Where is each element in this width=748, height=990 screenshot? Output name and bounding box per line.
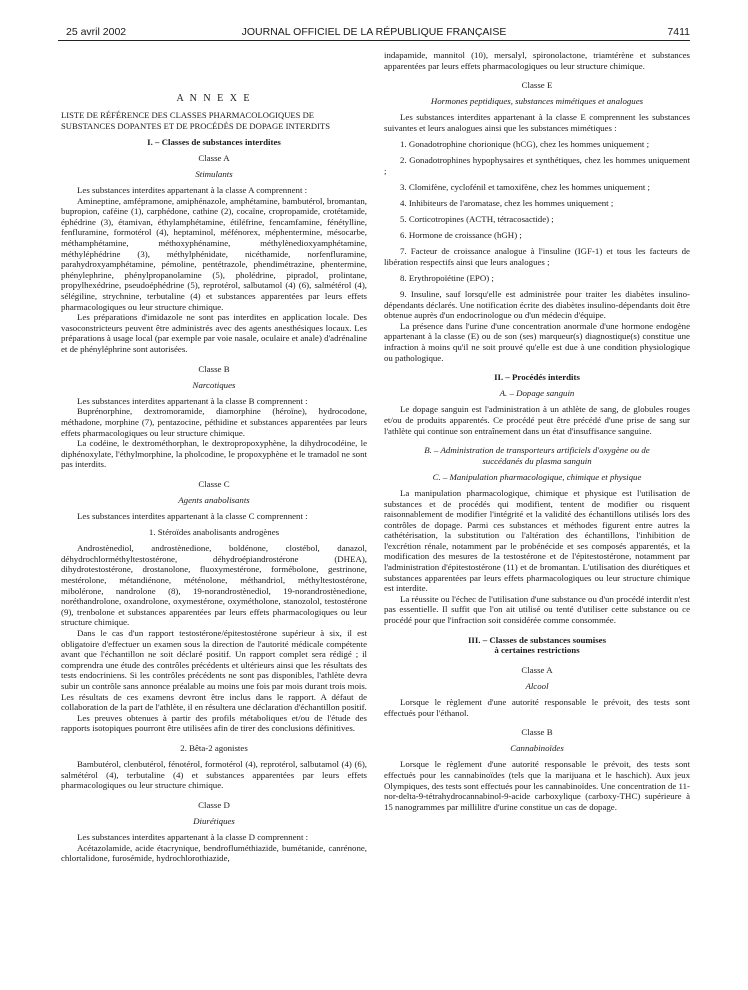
class-e-item: 9. Insuline, sauf lorsqu'elle est administrée pour traiter les diabètes insulino-dépendants déclarés. Une notification écrite des diabètes insulino-dépendants doit être obtenue auprès d'un endocrinologue ou d'un médecin d'équipe. <box>384 289 690 321</box>
alcool-text: Lorsque le règlement d'une autorité responsable le prévoit, des tests sont effectués pour l'éthanol. <box>384 697 690 718</box>
beta2-list: Bambutérol, clenbutérol, fénotérol, formotérol (4), reprotérol, salbutamol (4) (6), salmétérol (4), terbutaline (4) et substances apparentées par leurs effets pharmacologiques ou leur structure chimique. <box>61 759 367 791</box>
section-1-title: I. – Classes de substances interdites <box>147 136 281 147</box>
list-title: LISTE DE RÉFÉRENCE DES CLASSES PHARMACOLOGIQUES DE SUBSTANCES DOPANTES ET DE PROCÉDÉS DE DOPAGE INTERDITS <box>61 110 331 131</box>
class-e-item: 8. Erythropoïétine (EPO) ; <box>400 272 494 283</box>
agents-anabolisants-heading: Agents anabolisants <box>178 495 250 505</box>
transporteurs-heading: B. – Administration de transporteurs artificiels d'oxygène ou de succédanés du plasma sanguin <box>424 445 650 466</box>
steroides-proof-note: Les preuves obtenues à partir des profils métaboliques et/ou de l'étude des rapports isotopiques pourront être utilisées afin de tirer des conclusions définitives. <box>61 712 367 734</box>
class-b-note: La codéine, le dextrométhorphan, le dextropropoxyphène, la dihydrocodéine, le diphénoxylate, l'éthylmorphine, la pholcodine, le propoxyphène et le tramadol ne sont pas interdits. <box>61 438 367 470</box>
class-a-intro: Les substances interdites appartenant à la classe A comprennent : <box>77 185 308 196</box>
manipulation-heading: C. – Manipulation pharmacologique, chimique et physique <box>432 471 642 482</box>
class-e-intro: Les substances interdites appartenant à la classe E comprennent les substances suivantes et leurs analogues ainsi que les substances mimétiques : <box>384 112 690 133</box>
class-e-item: 4. Inhibiteurs de l'aromatase, chez les hommes uniquement ; <box>400 197 614 208</box>
class-e-item: 5. Corticotropines (ACTH, tétracosactide) ; <box>400 214 554 225</box>
dopage-sanguin-text: Le dopage sanguin est l'administration à un athlète de sang, de globules rouges et/ou de produits apparentés. Ce procédé peut être précédé d'une prise de sang sur l'athlète qui continue son entraînement dans un état d'insuffisance sanguine. <box>384 404 690 436</box>
header-page-number: 7411 <box>667 26 690 38</box>
left-column <box>61 50 367 864</box>
class-a-note: Les préparations d'imidazole ne sont pas interdites en application locale. Des vasoconstricteurs peuvent être administrés avec des agents anesthésiques locaux. Les préparations à usage local (par exemple par voie nasale, oculaire et anale) d'adrénaline et de phényléphrine sont autorisées. <box>61 312 367 354</box>
header-date: 25 avril 2002 <box>66 26 127 38</box>
manipulation-text: La manipulation pharmacologique, chimique et physique est l'utilisation de substances et de procédés qui modifient, tentent de modifier ou risquent raisonnablement de modifier l'intégrité et la validité des échantillons utilisés lors des contrôles de dopage. Parmi ces substances et méthodes figurent entre autres la cathétérisation, la substitution ou l'altération des échantillons, l'inhibition de l'excrétion rénale, notamment par le probénécide et ses composés apparentés, et la modification des mesures de la testostérone et de l'épitestostérone, notamment par l'administration d'épitestostérone (11) et de bromantan. L'utilisation des diurétiques et substances apparentées par leurs effets pharmacologiques ou leur structure chimique est interdite. <box>384 487 690 594</box>
section-2-title: II. – Procédés interdits <box>494 372 580 383</box>
class-c-intro: Les substances interdites appartenant à la classe C comprennent : <box>77 511 308 522</box>
class-a-heading: Classe A <box>198 152 230 163</box>
manipulation-note: La réussite ou l'échec de l'utilisation d'une substance ou d'un procédé interdit n'est pas essentielle. Il suffit que l'on ait utilisé ou tenté d'utiliser cette substance ou ce procédé pour que l'infraction soit considérée comme consommée. <box>384 593 690 626</box>
class-e-item: 2. Gonadotrophines hypophysaires et synthétiques, chez les hommes uniquement ; <box>384 155 690 176</box>
class-d-heading: Classe D <box>198 799 230 810</box>
class-e-item: 3. Clomifène, cyclofénil et tamoxifène, chez les hommes uniquement ; <box>400 181 651 192</box>
s3-class-a-heading: Classe A <box>521 664 553 675</box>
section-3-title-line2: à certaines restrictions <box>494 645 580 656</box>
class-e-items <box>384 139 690 321</box>
page-header <box>58 20 690 41</box>
header-journal-title: JOURNAL OFFICIEL DE LA RÉPUBLIQUE FRANÇAISE <box>241 26 507 38</box>
class-e-item: 7. Facteur de croissance analogue à l'insuline (IGF-1) et tous les facteurs de libération respectifs ainsi que leurs analogues ; <box>384 246 690 267</box>
class-d-list-continued: indapamide, mannitol (10), mersalyl, spironolactone, triamtérène et substances apparentées par leurs effets pharmacologiques ou leur structure chimique. <box>384 50 690 71</box>
class-c-heading: Classe C <box>198 478 230 489</box>
annexe-heading: A N N E X E <box>176 93 252 104</box>
class-e-item: 6. Hormone de croissance (hGH) ; <box>400 230 522 241</box>
beta2-heading: 2. Bêta-2 agonistes <box>180 742 248 753</box>
class-e-note: La présence dans l'urine d'une concentration anormale d'une hormone endogène appartenant à la classe (E) ou de son (ses) marqueur(s) diagnostique(s) constitue une infraction à moins qu'il ne soit prouvé qu'elle est due à une condition physiologique ou pathologique. <box>384 320 690 363</box>
alcool-heading: Alcool <box>525 680 549 691</box>
cannabinoides-heading: Cannabinoïdes <box>510 743 564 754</box>
steroides-list: Androstènediol, androstènedione, boldénone, clostébol, danazol, déhydrochlorméthyltestostérone, déhydroépiandrostérone (DHEA), dihydrotestostérone, drostanolone, fluoxymestérone, formébolone, gestrinone, mestérolone, métandiénone, méténolone, méthandriol, méthyltestostérone, mibolérone, nandrolone (8), 19-norandrostènediol, 19-norandrostènedione, noréthandrolone, oxandrolone, oxymestérone, oxymétholone, stanozolol, testostérone (9), trenbolone et substances apparentées par leurs effets pharmacologiques ou leur structure chimique. <box>61 543 367 628</box>
dopage-sanguin-heading: A. – Dopage sanguin <box>499 388 575 399</box>
cannabinoides-text: Lorsque le règlement d'une autorité responsable le prévoit, des tests sont effectués pour les cannabinoïdes (tels que la marijuana et le haschich). Aux jeux Olympiques, des tests sont effectués pour les cannabinoïdes. Une concentration de 11-nor-delta-9-tétrahydrocannabinol-9-acide carboxylique (carboxy-THC) supérieure à 15 nanogrammes par millilitre d'urine constitue un cas de dopage. <box>384 759 690 812</box>
class-b-intro: Les substances interdites appartenant à la classe B comprennent : <box>77 395 308 406</box>
class-a-list: Amineptine, amfépramone, amiphénazole, amphétamine, bambutérol, bromantan, bupropion, caféine (1), carphédone, cathine (2), cocaïne, cropropamide, crotétamide, éphédrine (3), étamivan, éthylamphétamine, étiléfrine, fencamfamine, fénétylline, fenfluramine, formotérol (4), heptaminol, méfénorex, méphentermine, mésocarbe, méthamphétamine, méthoxyphénamine, méthylènedioxyamphétamine, méthyléphédrine (3), méthylphénidate, nicéthamide, norfenfluramine, parahydroxyamphétamine, pémoline, pentétrazole, phendimétrazine, phentermine, phénylephrine, phénylpropanolamine (5), pholédrine, pipradol, prolintane, propylhexédrine, pseudoéphédrine (5), reprotérol, salbutamol (4) (6), salmétérol (4), sélégiline, strychnine, terbutaline (4) et substances apparentées par leurs effets pharmacologiques ou leur structure chimique. <box>61 195 367 312</box>
class-e-heading: Classe E <box>521 80 553 91</box>
stimulants-heading: Stimulants <box>195 168 233 179</box>
steroides-heading: 1. Stéroïdes anabolisants androgènes <box>148 527 280 538</box>
class-b-list: Buprénorphine, dextromoramide, diamorphine (héroïne), hydrocodone, méthadone, morphine (7), pentazocine, péthidine et substances apparentées par leurs effets pharmacologiques ou leur structure chimique. <box>61 406 367 438</box>
diuretiques-heading: Diurétiques <box>193 815 235 826</box>
class-b-heading: Classe B <box>198 363 230 374</box>
section-3-title-line1: III. – Classes de substances soumises <box>467 634 607 645</box>
class-d-intro: Les substances interdites appartenant à la classe D comprennent : <box>77 832 309 843</box>
class-e-item: 1. Gonadotrophine chorionique (hCG), chez les hommes uniquement ; <box>400 139 650 150</box>
narcotiques-heading: Narcotiques <box>192 379 236 390</box>
s3-class-b-heading: Classe B <box>521 727 553 738</box>
steroides-ratio-note: Dans le cas d'un rapport testostérone/épitestostérone supérieur à six, il est obligatoire d'effectuer un examen sous la direction de l'autorité médicale compétente avant que l'échantillon ne soit déclaré positif. Un rapport complet sera rédigé ; il comprendra une étude des contrôles précédents et ultérieurs ainsi que les résultats des tests endocriniens. Si les contrôles précédents ne sont pas disponibles, l'athlète devra subir un contrôle sans annonce préalable au moins une fois par mois durant trois mois. Les résultats de ces examens devront être inclus dans le rapport. A défaut de collaboration de la part de l'athlète, il en résultera une déclaration d'échantillon positif. <box>61 628 367 713</box>
class-d-list: Acétazolamide, acide étacrynique, bendrofluméthiazide, bumétanide, canrénone, chlortalidone, furosémide, hydrochlorothiazide, <box>61 842 367 864</box>
hormones-heading: Hormones peptidiques, substances mimétiques et analogues <box>430 96 644 107</box>
right-column <box>384 50 690 812</box>
